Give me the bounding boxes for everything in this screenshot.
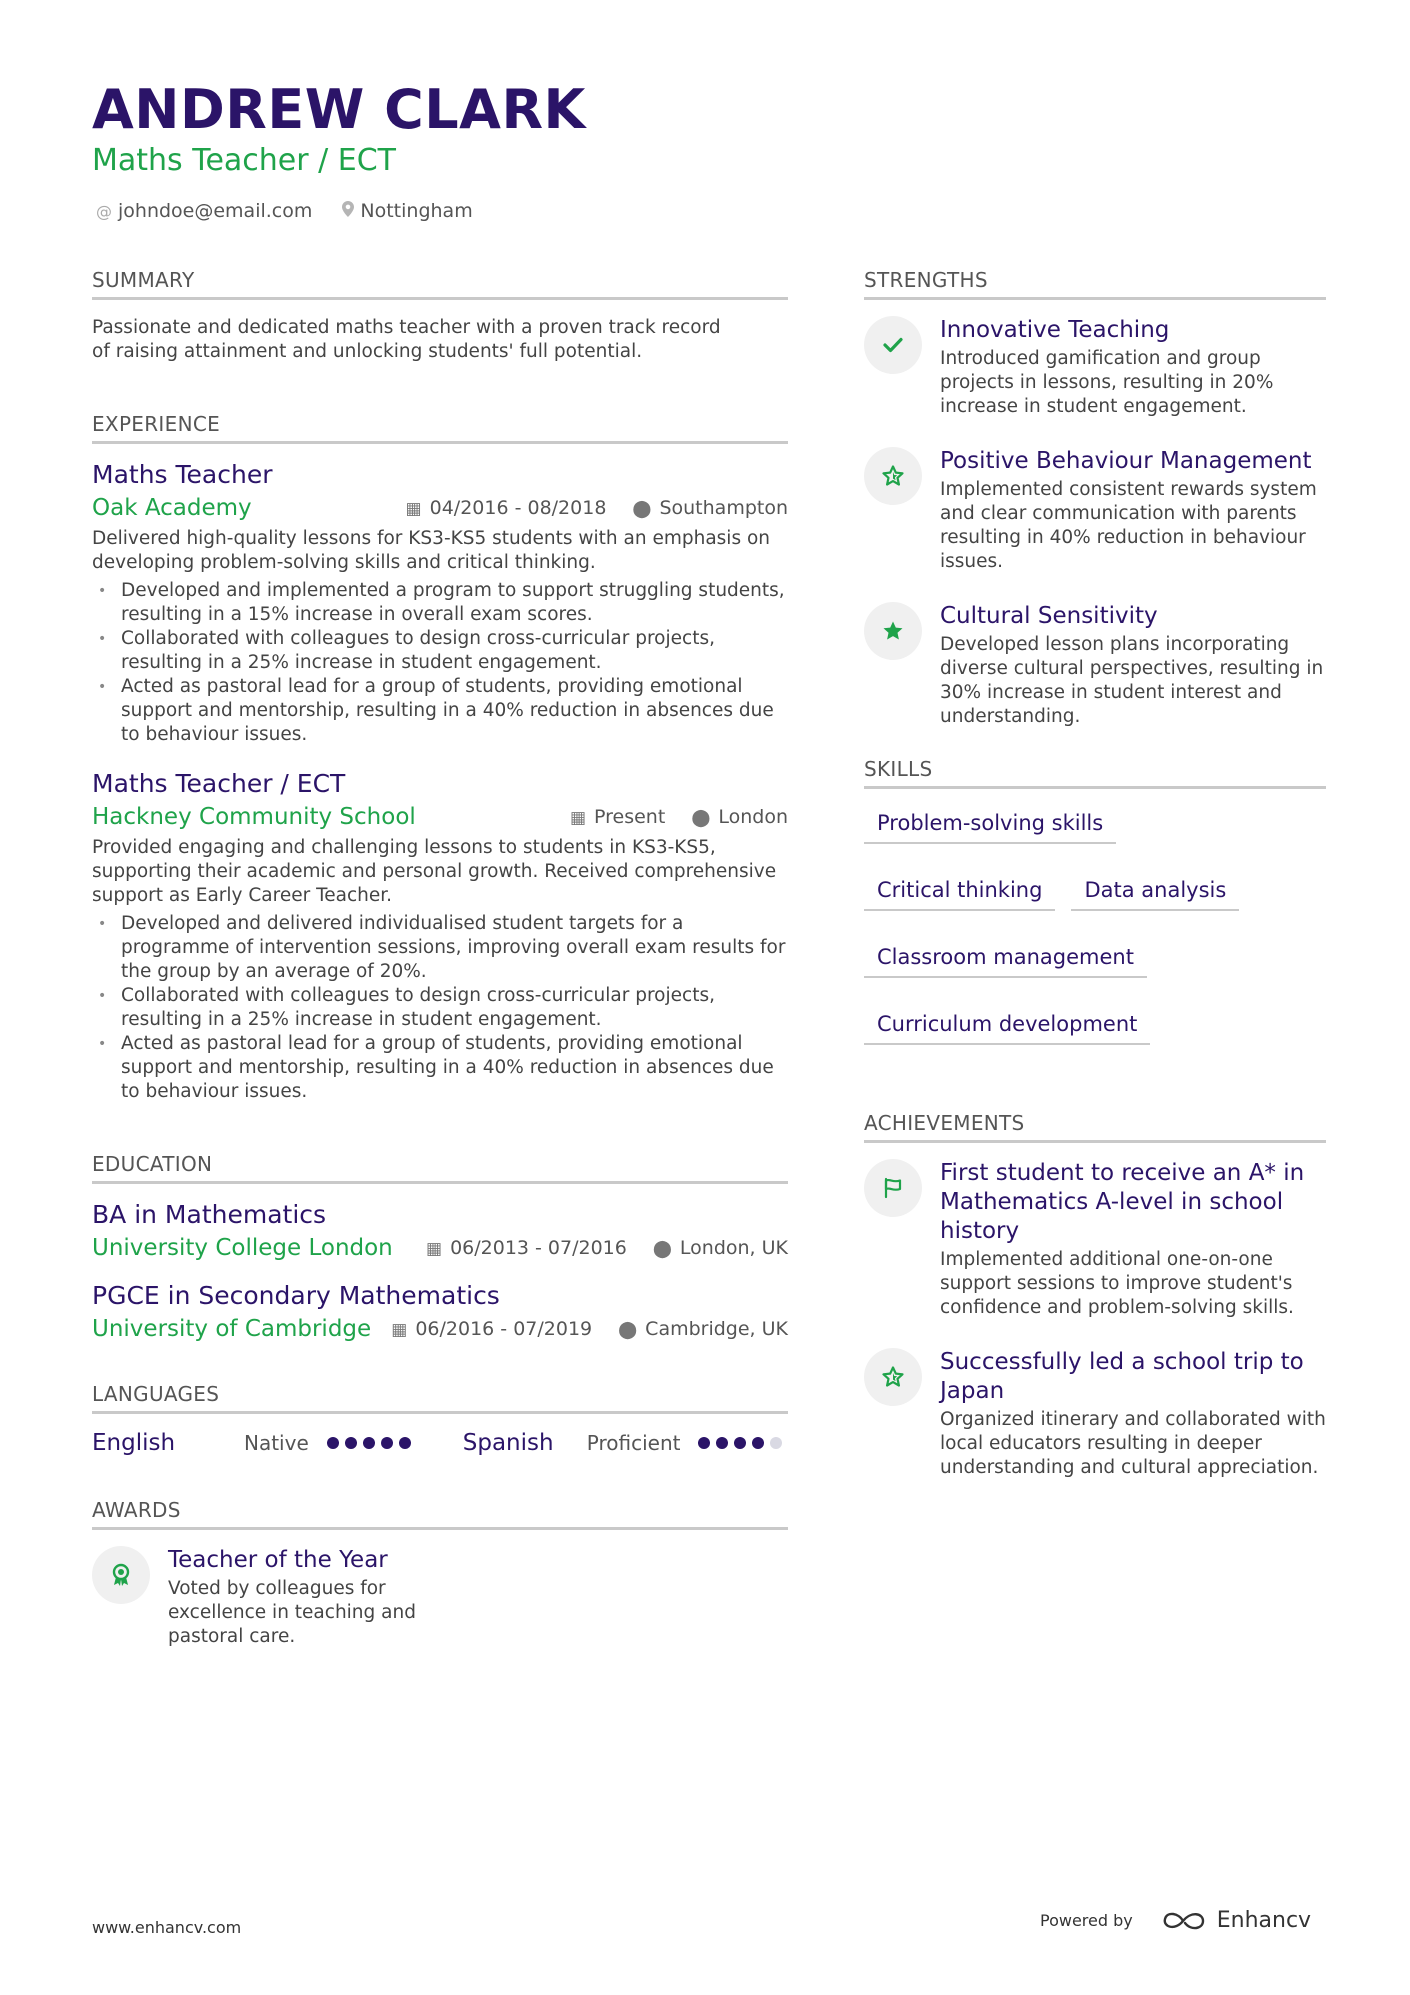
section-title: SUMMARY (92, 268, 788, 300)
job-row (92, 804, 788, 830)
location-pin-icon (342, 201, 354, 221)
email-text: johndoe@email.com (118, 200, 313, 222)
list-item: • Acted as pastoral lead for a group of students, providing emotional support and mentorship, resulting in a 40% reduction in absences due to behaviour issues. (92, 1032, 788, 1104)
achievement-title: First student to receive an A* in Mathematics A-level in school history (940, 1160, 1305, 1244)
education-location: ⬤ Cambridge, UK (618, 1318, 788, 1340)
job-dates: ▦ 04/2016 - 08/2018 (405, 497, 607, 519)
list-item: • Acted as pastoral lead for a group of students, providing emotional support and mentorship, resulting in a 40% reduction in absences due to behaviour issues. (92, 675, 788, 747)
job-meta (570, 806, 788, 828)
location-pin-icon: ⬤ (618, 1320, 638, 1340)
award-title: Teacher of the Year (168, 1547, 388, 1573)
contact-email[interactable] (96, 200, 312, 222)
star-outline-icon (864, 1348, 922, 1406)
proficiency-dot-filled (752, 1437, 764, 1449)
education-dates: ▦ 06/2016 - 07/2019 (391, 1318, 593, 1340)
section-title: EDUCATION (92, 1152, 788, 1184)
section-title: LANGUAGES (92, 1382, 788, 1414)
section-title: STRENGTHS (864, 268, 1326, 300)
education-row (92, 1316, 788, 1342)
calendar-icon: ▦ (405, 499, 422, 519)
proficiency-dot-filled (734, 1437, 746, 1449)
skills-section (864, 757, 1326, 1045)
degree-title: BA in Mathematics (92, 1200, 327, 1229)
job-entry (92, 769, 788, 1104)
strength-title: Cultural Sensitivity (940, 603, 1158, 629)
candidate-name: ANDREW CLARK (92, 78, 586, 141)
job-title: Maths Teacher / ECT (92, 769, 346, 798)
footer-website[interactable]: www.enhancv.com (92, 1918, 242, 1937)
school-name: University College London (92, 1235, 393, 1261)
strength-title: Innovative Teaching (940, 317, 1170, 343)
skill-tag: Data analysis (1071, 872, 1239, 911)
left-column (92, 268, 788, 1677)
location-pin-icon: ⬤ (632, 499, 652, 519)
right-column (864, 268, 1326, 1508)
achievement-desc: Organized itinerary and collaborated with local educators resulting in deeper understanding and cultural appreciation. (940, 1409, 1326, 1478)
language-dots (327, 1437, 411, 1449)
location-pin-icon: ⬤ (691, 808, 711, 828)
job-location: ⬤ London (691, 806, 788, 828)
achievement-entry (864, 1159, 1326, 1320)
section-title: ACHIEVEMENTS (864, 1111, 1326, 1143)
footer-branding (1040, 1908, 1311, 1933)
list-item: • Developed and implemented a program to support struggling students, resulting in a 15% increase in overall exam scores. (92, 579, 788, 627)
flag-icon (864, 1159, 922, 1217)
brand-logo[interactable] (1161, 1908, 1311, 1933)
degree-title: PGCE in Secondary Mathematics (92, 1281, 500, 1310)
achievement-entry (864, 1348, 1326, 1480)
job-row (92, 495, 788, 521)
brand-name: Enhancv (1216, 1908, 1312, 1933)
star-icon (864, 602, 922, 660)
school-name: University of Cambridge (92, 1316, 372, 1342)
section-title: SKILLS (864, 757, 1326, 789)
calendar-icon: ▦ (569, 808, 587, 828)
section-title: AWARDS (92, 1498, 788, 1530)
education-meta (426, 1237, 788, 1259)
job-org: Oak Academy (92, 495, 252, 521)
proficiency-dot-filled (363, 1437, 375, 1449)
job-entry (92, 460, 788, 747)
achievements-section (864, 1111, 1326, 1480)
achievement-desc: Implemented additional one-on-one support sessions to improve student's confidence and problem-solving skills. (940, 1249, 1294, 1318)
strength-entry (864, 447, 1326, 574)
enhancv-logo-icon (1161, 1909, 1207, 1933)
proficiency-dot-filled (345, 1437, 357, 1449)
awards-section (92, 1498, 788, 1649)
list-item: • Collaborated with colleagues to design cross-curricular projects, resulting in a 25% increase in student engagement. (92, 627, 788, 675)
strength-entry (864, 602, 1326, 729)
award-desc: Voted by colleagues for excellence in teaching and pastoral care. (168, 1578, 416, 1647)
language-level: Native (244, 1431, 309, 1455)
education-section (92, 1152, 788, 1342)
strength-desc: Introduced gamification and group projects in lessons, resulting in 20% increase in student engagement. (940, 348, 1274, 417)
location-pin-icon: ⬤ (652, 1239, 672, 1259)
job-desc: Delivered high-quality lessons for KS3-KS5 students with an emphasis on developing problem-solving skills and critical thinking. (92, 528, 771, 573)
strength-desc: Implemented consistent rewards system and clear communication with parents resulting in 40% reduction in behaviour issues. (940, 479, 1317, 572)
languages-section (92, 1382, 788, 1456)
location-text: Nottingham (360, 200, 473, 222)
education-meta (391, 1318, 788, 1340)
star-outline-icon (864, 447, 922, 505)
at-icon: @ (96, 201, 112, 221)
language-name: English (92, 1430, 176, 1456)
skill-tag: Problem-solving skills (864, 805, 1116, 844)
proficiency-dot-filled (327, 1437, 339, 1449)
language-dots (698, 1437, 782, 1449)
job-title: Maths Teacher (92, 460, 273, 489)
proficiency-dot-empty (770, 1437, 782, 1449)
strength-entry (864, 316, 1326, 419)
strengths-section (864, 268, 1326, 729)
check-icon (864, 316, 922, 374)
education-row (92, 1235, 788, 1261)
proficiency-dot-filled (716, 1437, 728, 1449)
calendar-icon: ▦ (426, 1239, 443, 1259)
job-org: Hackney Community School (92, 804, 416, 830)
summary-text: Passionate and dedicated maths teacher with a proven track record of raising attainment and unlocking students' full potential. (92, 317, 721, 362)
skill-tag: Critical thinking (864, 872, 1055, 911)
section-title: EXPERIENCE (92, 412, 788, 444)
education-location: ⬤ London, UK (652, 1237, 788, 1259)
summary-section (92, 268, 788, 364)
strength-title: Positive Behaviour Management (940, 448, 1312, 474)
contact-info (96, 200, 493, 222)
job-bullets (92, 579, 788, 747)
strength-desc: Developed lesson plans incorporating diverse cultural perspectives, resulting in 30% increase in student interest and understanding. (940, 634, 1324, 727)
candidate-role: Maths Teacher / ECT (92, 143, 396, 178)
language-name: Spanish (462, 1430, 554, 1456)
list-item: • Collaborated with colleagues to design cross-curricular projects, resulting in a 25% increase in student engagement. (92, 984, 788, 1032)
contact-location (342, 200, 472, 222)
job-bullets (92, 912, 788, 1104)
language-level: Proficient (586, 1431, 681, 1455)
proficiency-dot-filled (399, 1437, 411, 1449)
skill-tag: Classroom management (864, 939, 1147, 978)
proficiency-dot-filled (381, 1437, 393, 1449)
achievement-title: Successfully led a school trip to Japan (940, 1349, 1304, 1404)
job-desc: Provided engaging and challenging lessons to students in KS3-KS5, supporting their academic and personal growth. Received comprehensive support as Early Career Teacher. (92, 837, 777, 906)
powered-by-label: Powered by (1040, 1911, 1133, 1930)
calendar-icon: ▦ (391, 1320, 408, 1340)
education-entry (92, 1200, 788, 1261)
list-item: • Developed and delivered individualised student targets for a programme of intervention sessions, improving overall exam results for the group by an average of 20%. (92, 912, 788, 984)
languages-row (92, 1430, 788, 1456)
job-dates: ▦ Present (569, 806, 666, 828)
experience-section (92, 412, 788, 1104)
skills-list (864, 805, 1326, 1045)
award-icon (92, 1546, 150, 1604)
proficiency-dot-filled (698, 1437, 710, 1449)
award-entry (92, 1546, 788, 1649)
job-location: ⬤ Southampton (632, 497, 788, 519)
skill-tag: Curriculum development (864, 1006, 1150, 1045)
education-dates: ▦ 06/2013 - 07/2016 (426, 1237, 627, 1259)
job-meta (406, 497, 788, 519)
education-entry (92, 1281, 788, 1342)
